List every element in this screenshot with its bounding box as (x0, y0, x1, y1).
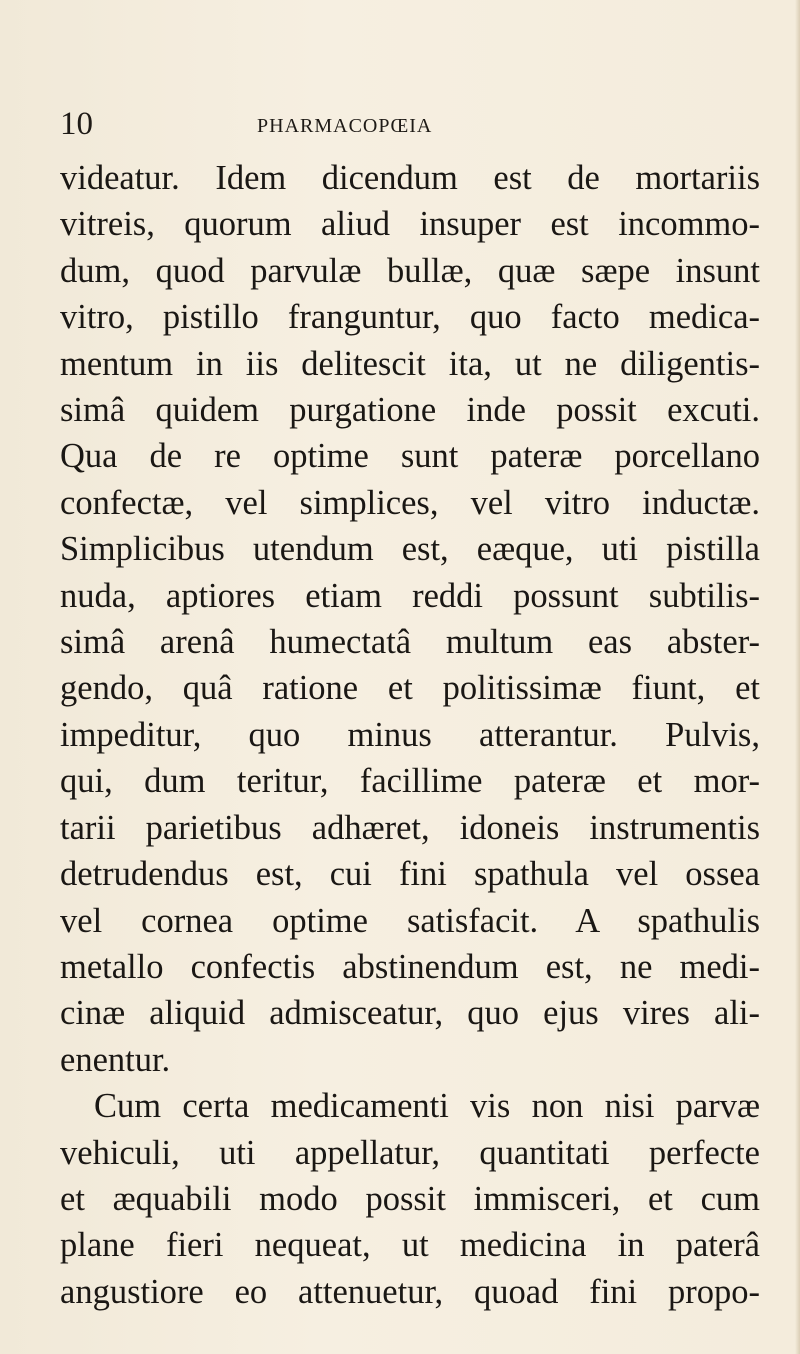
text-line: vehiculi, uti appellatur, quantitati perfecte (60, 1133, 760, 1172)
body-text (60, 155, 760, 1315)
running-head: PHARMACOPŒIA (257, 115, 433, 137)
text-line: vitro, pistillo franguntur, quo facto medica- (60, 298, 760, 337)
text-line: cinæ aliquid admisceatur, quo ejus vires ali- (60, 994, 760, 1033)
text-line: confectæ, vel simplices, vel vitro inductæ. (60, 483, 760, 522)
text-line: plane fieri nequeat, ut medicina in paterâ (60, 1226, 760, 1265)
page-header (60, 106, 760, 154)
text-line: Cum certa medicamenti vis non nisi parvæ (94, 1087, 760, 1126)
text-line: Qua de re optime sunt pateræ porcellano (60, 437, 760, 476)
text-line: et æquabili modo possit immisceri, et cum (60, 1179, 760, 1218)
text-line: mentum in iis delitescit ita, ut ne diligentis- (60, 344, 760, 383)
text-line: Simplicibus utendum est, eæque, uti pistilla (60, 530, 760, 569)
text-line: gendo, quâ ratione et politissimæ fiunt, et (60, 669, 760, 708)
text-line: detrudendus est, cui fini spathula vel ossea (60, 855, 760, 894)
text-line: simâ quidem purgatione inde possit excuti. (60, 391, 760, 430)
text-line: vitreis, quorum aliud insuper est incommo- (60, 205, 760, 244)
text-line: metallo confectis abstinendum est, ne medi- (60, 947, 760, 986)
text-line: qui, dum teritur, facillime pateræ et mor- (60, 762, 760, 801)
text-line: tarii parietibus adhæret, idoneis instrumentis (60, 808, 760, 847)
page-number: 10 (60, 106, 93, 142)
page-edge (795, 0, 800, 1354)
text-line: angustiore eo attenuetur, quoad fini propo- (60, 1272, 760, 1311)
text-line: impeditur, quo minus atterantur. Pulvis, (60, 715, 760, 754)
text-line: videatur. Idem dicendum est de mortariis (60, 159, 760, 197)
text-line: dum, quod parvulæ bullæ, quæ sæpe insunt (60, 251, 760, 290)
text-line: nuda, aptiores etiam reddi possunt subtilis- (60, 576, 760, 615)
text-line: vel cornea optime satisfacit. A spathulis (60, 901, 760, 940)
text-line: enentur. (60, 1040, 171, 1079)
text-line: simâ arenâ humectatâ multum eas abster- (60, 623, 760, 662)
